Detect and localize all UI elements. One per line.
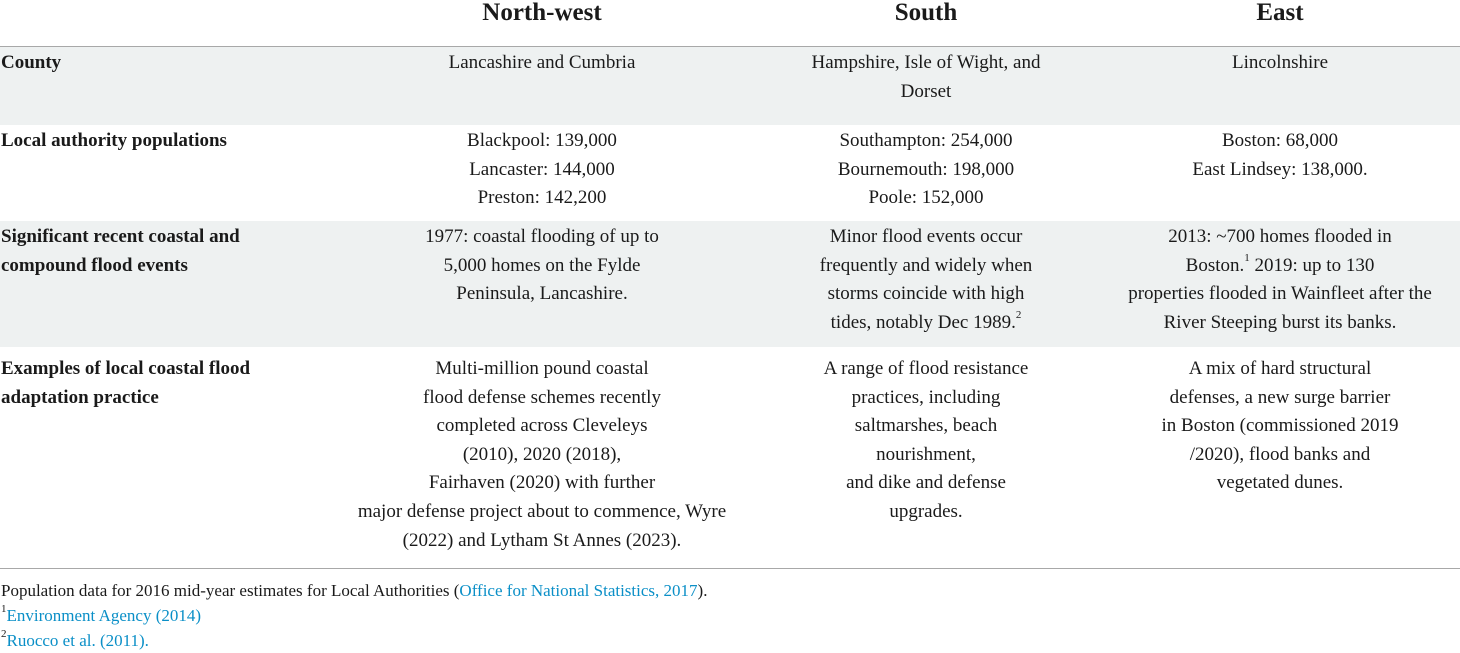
table-row-flood-events	[0, 221, 1460, 347]
row-label-flood-events: Significant recent coastal and compound flood events	[0, 221, 332, 347]
cell-north-west-adaptation: Multi-million pound coastal flood defense schemes recently completed across Cleveleys (2010), 2020 (2018), Fairhaven (2020) with further major defense project about to commence, Wyre (2022) and Lytham St Annes (2023).	[357, 358, 727, 551]
cell-east-adaptation: A mix of hard structural defenses, a new surge barrier in Boston (commissioned 2019 /2020), flood banks and vegetated dunes.	[1161, 358, 1399, 494]
cell-south-populations: Southampton: 254,000 Bournemouth: 198,000 Poole: 152,000	[837, 130, 1015, 209]
table-row-county	[0, 47, 1460, 126]
cell-north-west-flood-events: 1977: coastal flooding of up to 5,000 homes on the Fylde Peninsula, Lancashire.	[332, 221, 752, 347]
cell-east-county: Lincolnshire	[1100, 47, 1460, 126]
ons-2017-link[interactable]: Office for National Statistics, 2017	[459, 581, 698, 600]
cell-east-populations: Boston: 68,000 East Lindsey: 138,000.	[1192, 130, 1368, 180]
header-east: East	[1100, 0, 1460, 47]
row-label-adaptation: Examples of local coastal flood adaptation practice	[1, 358, 251, 408]
footnote-1: $^1$Environment Agency (2014)	[1, 603, 202, 625]
row-label-populations: Local authority populations	[1, 130, 227, 151]
environment-agency-link[interactable]: Environment Agency (2014)	[6, 606, 202, 625]
footnote-2-marker: 2	[1015, 309, 1022, 322]
table-footnotes	[1, 578, 707, 653]
cell-north-west-county: Lancashire and Cumbria	[332, 47, 752, 126]
cell-east-flood-events: 2013: ~700 homes flooded in Boston.$^1$ 2019: up to 130 properties flooded in Wainfleet after the River Steeping burst its banks.	[1100, 221, 1460, 347]
table-bottom-rule	[0, 568, 1460, 569]
cell-south-county: Hampshire, Isle of Wight, and Dorset	[752, 47, 1100, 126]
header-row	[0, 0, 1460, 47]
table-row-populations	[0, 125, 1460, 221]
table-row-adaptation	[0, 347, 1460, 555]
footnote-1-marker: 1	[1244, 252, 1250, 265]
cell-north-west-populations: Blackpool: 139,000 Lancaster: 144,000 Preston: 142,200	[467, 130, 617, 209]
population-note: Population data for 2016 mid-year estimates for Local Authorities (Office for National Statistics, 2017).	[1, 581, 708, 600]
cell-south-flood-events: Minor flood events occur frequently and widely when storms coincide with high tides, notably Dec 1989.$^2$	[752, 221, 1100, 347]
footnote-2: $^2$Ruocco et al. (2011).	[1, 628, 149, 650]
cell-south-adaptation: A range of flood resistance practices, including saltmarshes, beach nourishment, and dike and defense upgrades.	[823, 358, 1029, 522]
row-label-county: County	[0, 47, 332, 126]
header-north-west: North-west	[332, 0, 752, 47]
ruocco-link[interactable]: Ruocco et al. (2011).	[6, 631, 149, 650]
header-south: South	[752, 0, 1100, 47]
header-blank	[0, 0, 332, 47]
